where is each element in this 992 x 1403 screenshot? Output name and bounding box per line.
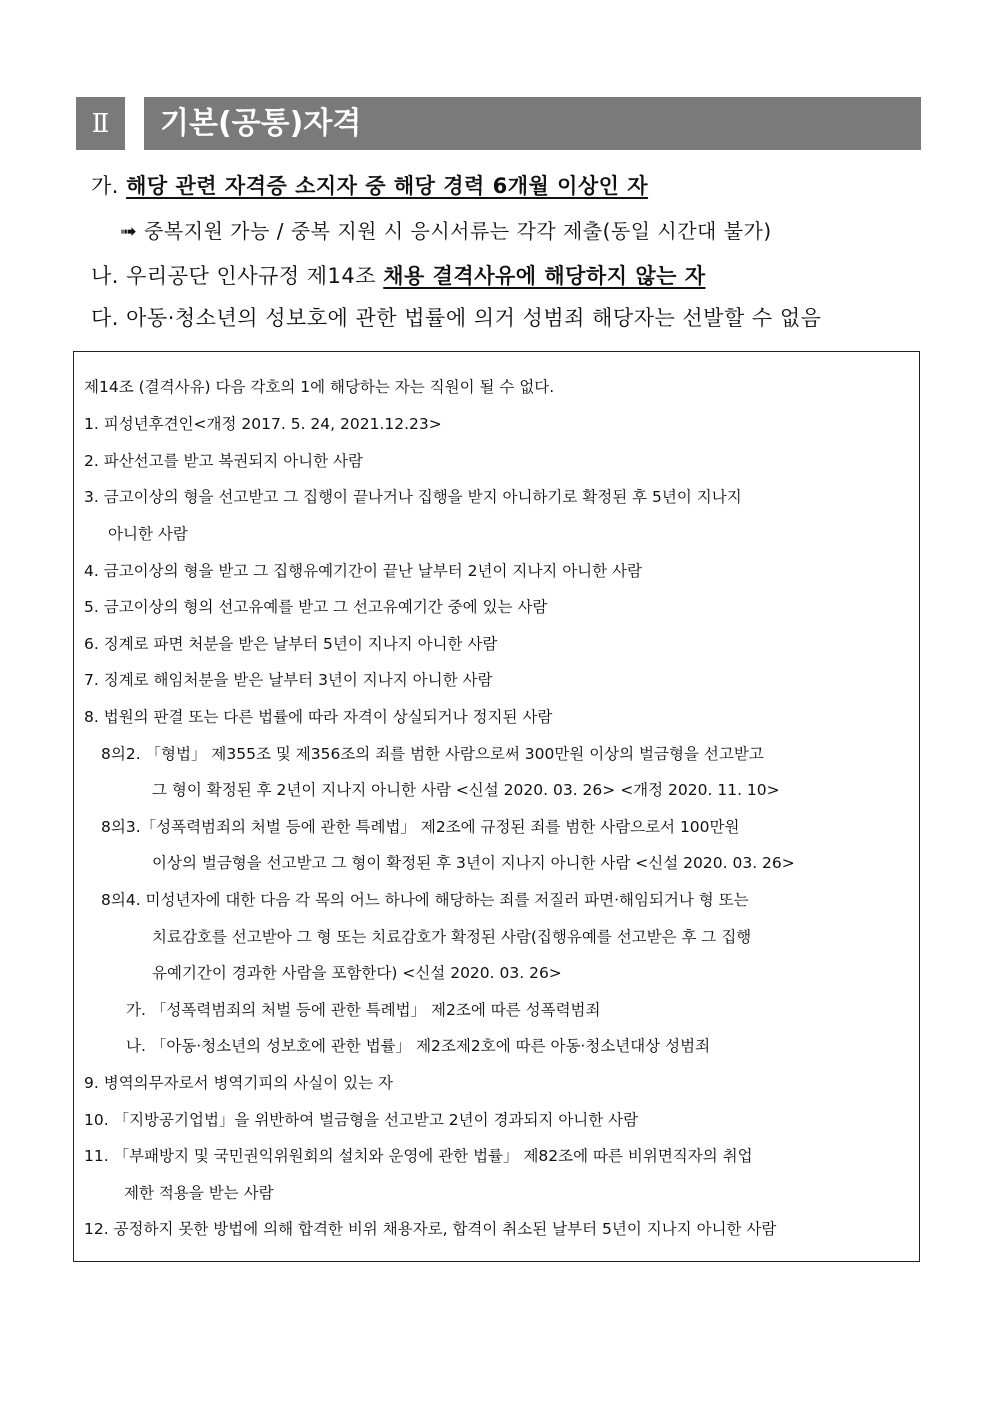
item-ga-note [120,215,772,244]
item-da: 다. 아동·청소년의 성보호에 관한 법률에 의거 성범죄 해당자는 선발할 수 없음 [91,306,822,330]
item-na-prefix: 나. 우리공단 인사규정 제14조 [91,264,384,288]
rule-line: 1. 피성년후견인<개정 2017. 5. 24, 2021.12.23> [84,415,442,433]
section-header [76,97,921,150]
rule-line: 유예기간이 경과한 사람을 포함한다) <신설 2020. 03. 26> [152,964,562,982]
rule-line: 제14조 (결격사유) 다음 각호의 1에 해당하는 자는 직원이 될 수 없다. [84,378,555,396]
item-na [91,260,706,290]
rule-line: 8의2. 「형법」 제355조 및 제356조의 죄를 범한 사람으로써 300만원 이상의 벌금형을 선고받고 [101,745,764,763]
rule-line: 9. 병역의무자로서 병역기피의 사실이 있는 자 [84,1074,393,1092]
rule-line: 11. 「부패방지 및 국민권익위원회의 설치와 운영에 관한 법률」 제82조에 따른 비위면직자의 취업 [84,1147,753,1165]
rule-line: 7. 징계로 해임처분을 받은 날부터 3년이 지나지 아니한 사람 [84,671,493,689]
item-ga-note-text: 중복지원 가능 / 중복 지원 시 응시서류는 각각 제출(동일 시간대 불가) [144,219,772,243]
item-ga [91,170,648,200]
rule-line: 이상의 벌금형을 선고받고 그 형이 확정된 후 3년이 지나지 아니한 사람 <신설 2020. 03. 26> [152,854,795,872]
item-ga-text: 해당 관련 자격증 소지자 중 해당 경력 6개월 이상인 자 [126,174,649,198]
rule-line: 6. 징계로 파면 처분을 받은 날부터 5년이 지나지 아니한 사람 [84,635,498,653]
rule-line: 8. 법원의 판결 또는 다른 법률에 따라 자격이 상실되거나 정지된 사람 [84,708,553,726]
item-ga-prefix: 가. [91,174,127,198]
rule-line: 3. 금고이상의 형을 선고받고 그 집행이 끝나거나 집행을 받지 아니하기로 확정된 후 5년이 지나지 [84,488,742,506]
rule-line: 그 형이 확정된 후 2년이 지나지 아니한 사람 <신설 2020. 03. 26> <개정 2020. 11. 10> [152,781,780,799]
rule-line: 가. 「성폭력범죄의 처벌 등에 관한 특례법」 제2조에 따른 성폭력범죄 [126,1001,601,1019]
rule-line: 나. 「아동·청소년의 성보호에 관한 법률」 제2조제2호에 따른 아동·청소년대상 성범죄 [126,1037,711,1055]
rule-line: 12. 공정하지 못한 방법에 의해 합격한 비위 채용자로, 합격이 취소된 날부터 5년이 지나지 아니한 사람 [84,1220,777,1238]
rule-line: 4. 금고이상의 형을 받고 그 집행유예기간이 끝난 날부터 2년이 지나지 아니한 사람 [84,562,642,580]
rule-line: 10. 「지방공기업법」을 위반하여 벌금형을 선고받고 2년이 경과되지 아니한 사람 [84,1111,639,1129]
section-number: Ⅱ [76,97,125,150]
rule-line: 8의4. 미성년자에 대한 다음 각 목의 어느 하나에 해당하는 죄를 저질러 파면·해임되거나 형 또는 [101,891,749,909]
section-title: 기본(공통)자격 [144,97,921,150]
arrow-icon: ➟ [120,219,138,243]
rule-line: 5. 금고이상의 형의 선고유예를 받고 그 선고유예기간 중에 있는 사람 [84,598,548,616]
rule-line: 2. 파산선고를 받고 복권되지 아니한 사람 [84,452,363,470]
rule-line: 아니한 사람 [108,525,188,543]
rule-line: 8의3.「성폭력범죄의 처벌 등에 관한 특례법」 제2조에 규정된 죄를 범한 사람으로서 100만원 [101,818,740,836]
rule-line: 치료감호를 선고받아 그 형 또는 치료감호가 확정된 사람(집행유예를 선고받은 후 그 집행 [152,928,752,946]
rule-line: 제한 적용을 받는 사람 [124,1184,274,1202]
regulation-box [73,351,920,1262]
item-na-text: 채용 결격사유에 해당하지 않는 자 [383,264,706,288]
